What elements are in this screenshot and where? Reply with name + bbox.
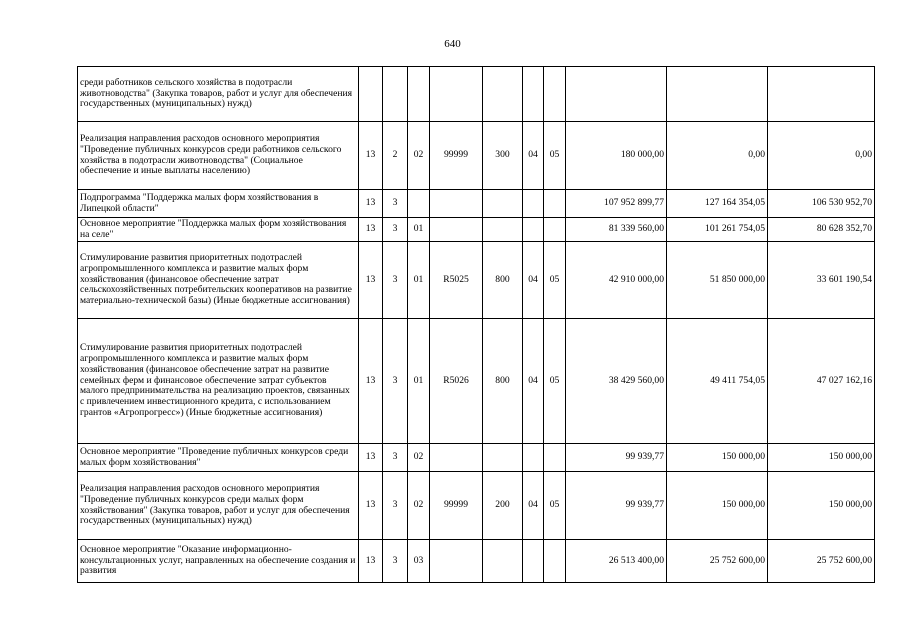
table-row (78, 540, 875, 583)
cell-value-1: 26 513 400,00 (566, 540, 667, 583)
cell-value-2: 150 000,00 (667, 472, 768, 540)
cell-code-4 (430, 540, 483, 583)
cell-value-3: 150 000,00 (768, 444, 875, 472)
cell-code-5: 200 (483, 472, 523, 540)
cell-value-2: 101 261 754,05 (667, 218, 768, 242)
cell-code-3: 03 (408, 540, 430, 583)
cell-code-7 (544, 218, 566, 242)
cell-code-1: 13 (359, 190, 383, 218)
cell-code-6: 04 (523, 122, 544, 190)
page-number: 640 (444, 38, 461, 50)
cell-name: Основное мероприятие "Оказание информационно-консультационных услуг, направленных на обеспечение создания и развития (78, 540, 359, 583)
cell-code-2: 3 (383, 218, 408, 242)
cell-value-1: 99 939,77 (566, 472, 667, 540)
cell-code-7 (544, 67, 566, 122)
cell-code-2: 3 (383, 540, 408, 583)
cell-value-1: 42 910 000,00 (566, 242, 667, 319)
cell-code-6 (523, 444, 544, 472)
table-body (78, 67, 875, 583)
cell-code-5 (483, 444, 523, 472)
cell-code-5 (483, 67, 523, 122)
cell-code-2: 3 (383, 242, 408, 319)
cell-code-6 (523, 540, 544, 583)
table-row (78, 444, 875, 472)
cell-code-4: R5025 (430, 242, 483, 319)
table-row (78, 472, 875, 540)
cell-code-1: 13 (359, 122, 383, 190)
cell-code-7: 05 (544, 472, 566, 540)
table-row (78, 122, 875, 190)
cell-value-1: 180 000,00 (566, 122, 667, 190)
cell-code-2: 3 (383, 444, 408, 472)
cell-name: среди работников сельского хозяйства в подотрасли животноводства" (Закупка товаров, работ и услуг для обеспечения государственных (муниципальных) нужд) (78, 67, 359, 122)
cell-code-1: 13 (359, 242, 383, 319)
cell-code-2: 2 (383, 122, 408, 190)
cell-code-6 (523, 67, 544, 122)
cell-code-1: 13 (359, 444, 383, 472)
cell-name: Реализация направления расходов основного мероприятия "Проведение публичных конкурсов среди работников сельского хозяйства в подотрасли животноводства" (Социальное обеспечение и иные выплаты населению) (78, 122, 359, 190)
cell-value-3: 150 000,00 (768, 472, 875, 540)
cell-value-3 (768, 67, 875, 122)
cell-code-3 (408, 190, 430, 218)
table-row (78, 242, 875, 319)
cell-code-1: 13 (359, 472, 383, 540)
cell-code-4: R5026 (430, 319, 483, 444)
cell-code-4 (430, 218, 483, 242)
cell-value-2: 127 164 354,05 (667, 190, 768, 218)
cell-code-6: 04 (523, 472, 544, 540)
cell-code-1 (359, 67, 383, 122)
cell-value-2: 51 850 000,00 (667, 242, 768, 319)
cell-code-6: 04 (523, 319, 544, 444)
cell-code-7 (544, 190, 566, 218)
cell-code-1: 13 (359, 218, 383, 242)
cell-value-2 (667, 67, 768, 122)
cell-value-1: 99 939,77 (566, 444, 667, 472)
cell-code-7: 05 (544, 122, 566, 190)
cell-value-2: 0,00 (667, 122, 768, 190)
cell-code-6: 04 (523, 242, 544, 319)
cell-code-5 (483, 218, 523, 242)
cell-value-3: 0,00 (768, 122, 875, 190)
table-row (78, 190, 875, 218)
cell-code-3: 01 (408, 218, 430, 242)
table-row (78, 319, 875, 444)
cell-value-2: 49 411 754,05 (667, 319, 768, 444)
cell-value-3: 106 530 952,70 (768, 190, 875, 218)
cell-code-5: 800 (483, 242, 523, 319)
cell-code-1: 13 (359, 540, 383, 583)
cell-value-1: 107 952 899,77 (566, 190, 667, 218)
cell-code-3: 01 (408, 242, 430, 319)
cell-code-3: 02 (408, 472, 430, 540)
cell-name: Реализация направления расходов основного мероприятия "Проведение публичных конкурсов среди малых форм хозяйствования" (Закупка товаров, работ и услуг для обеспечения государственных (муниципальных) нужд) (78, 472, 359, 540)
cell-code-2: 3 (383, 190, 408, 218)
cell-value-1 (566, 67, 667, 122)
cell-name: Основное мероприятие "Проведение публичных конкурсов среди малых форм хозяйствования" (78, 444, 359, 472)
cell-value-1: 81 339 560,00 (566, 218, 667, 242)
cell-name: Стимулирование развития приоритетных подотраслей агропромышленного комплекса и развитие малых форм хозяйствования (финансовое обеспечение затрат сельскохозяйственных потребительских кооперативов на развитие материально-технической базы) (Иные бюджетные ассигнования) (78, 242, 359, 319)
cell-code-5: 300 (483, 122, 523, 190)
cell-value-1: 38 429 560,00 (566, 319, 667, 444)
cell-code-4 (430, 67, 483, 122)
cell-code-6 (523, 218, 544, 242)
cell-code-4 (430, 190, 483, 218)
cell-code-7 (544, 540, 566, 583)
table-row (78, 67, 875, 122)
cell-name: Основное мероприятие "Поддержка малых форм хозяйствования на селе" (78, 218, 359, 242)
cell-code-2 (383, 67, 408, 122)
cell-code-2: 3 (383, 472, 408, 540)
budget-table (77, 66, 875, 583)
cell-value-3: 25 752 600,00 (768, 540, 875, 583)
cell-value-3: 47 027 162,16 (768, 319, 875, 444)
table-row (78, 218, 875, 242)
cell-code-3: 02 (408, 122, 430, 190)
cell-name: Стимулирование развития приоритетных подотраслей агропромышленного комплекса и развитие малых форм хозяйствования (финансовое обеспечение затрат на развитие семейных ферм и финансовое обеспечение затрат субъектов малого предпринимательства на реализацию проектов, связанных с привлечением инвестиционного кредита, с использованием грантов «Агропрогресс») (Иные бюджетные ассигнования) (78, 319, 359, 444)
cell-code-2: 3 (383, 319, 408, 444)
cell-code-4: 99999 (430, 472, 483, 540)
cell-code-5 (483, 190, 523, 218)
cell-value-2: 25 752 600,00 (667, 540, 768, 583)
cell-code-3: 02 (408, 444, 430, 472)
cell-value-3: 33 601 190,54 (768, 242, 875, 319)
cell-code-7 (544, 444, 566, 472)
cell-code-6 (523, 190, 544, 218)
cell-code-4: 99999 (430, 122, 483, 190)
cell-code-5: 800 (483, 319, 523, 444)
cell-value-3: 80 628 352,70 (768, 218, 875, 242)
cell-name: Подпрограмма "Поддержка малых форм хозяйствования в Липецкой области" (78, 190, 359, 218)
cell-code-4 (430, 444, 483, 472)
cell-code-5 (483, 540, 523, 583)
cell-code-3: 01 (408, 319, 430, 444)
cell-code-7: 05 (544, 319, 566, 444)
cell-code-7: 05 (544, 242, 566, 319)
cell-value-2: 150 000,00 (667, 444, 768, 472)
cell-code-3 (408, 67, 430, 122)
cell-code-1: 13 (359, 319, 383, 444)
